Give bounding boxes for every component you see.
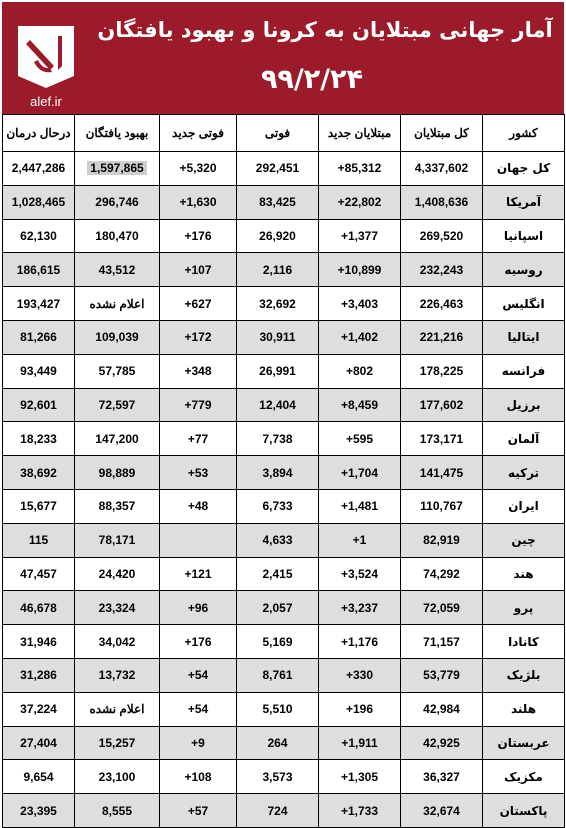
table-cell: 57,785 bbox=[75, 354, 160, 388]
table-cell: 115 bbox=[3, 523, 75, 557]
country-cell: آمریکا bbox=[483, 185, 565, 219]
table-cell: +1,176 bbox=[319, 625, 401, 659]
table-cell: 74,292 bbox=[401, 557, 483, 591]
table-cell: +176 bbox=[160, 219, 237, 253]
table-cell: +1,911 bbox=[319, 726, 401, 760]
table-cell: +3,524 bbox=[319, 557, 401, 591]
table-cell: 71,157 bbox=[401, 625, 483, 659]
table-cell: 93,449 bbox=[3, 354, 75, 388]
country-cell: مکزیک bbox=[483, 760, 565, 794]
table-row bbox=[3, 253, 565, 287]
table-row bbox=[3, 185, 565, 219]
table-cell: +802 bbox=[319, 354, 401, 388]
table-row bbox=[3, 422, 565, 456]
logo-site-text: alef.ir bbox=[30, 94, 62, 109]
table-cell: 27,404 bbox=[3, 726, 75, 760]
page-title: آمار جهانی مبتلایان به کرونا و بهبود یافتگان bbox=[97, 18, 553, 42]
table-row bbox=[3, 152, 565, 186]
table-header-row bbox=[3, 115, 565, 152]
table-row bbox=[3, 591, 565, 625]
table-cell: 26,920 bbox=[237, 219, 319, 253]
country-cell: کانادا bbox=[483, 625, 565, 659]
table-cell: 12,404 bbox=[237, 388, 319, 422]
table-cell: 46,678 bbox=[3, 591, 75, 625]
country-cell: فرانسه bbox=[483, 354, 565, 388]
table-cell: 3,573 bbox=[237, 760, 319, 794]
country-cell: عربستان bbox=[483, 726, 565, 760]
table-cell: 180,470 bbox=[75, 219, 160, 253]
column-header: مبتلایان جدید bbox=[319, 115, 401, 152]
table-cell: 7,738 bbox=[237, 422, 319, 456]
table-cell: +5,320 bbox=[160, 152, 237, 186]
table-cell bbox=[160, 523, 237, 557]
table-cell: 4,337,602 bbox=[401, 152, 483, 186]
table-cell: +57 bbox=[160, 794, 237, 828]
table-cell: 2,057 bbox=[237, 591, 319, 625]
table-cell: 193,427 bbox=[3, 287, 75, 321]
country-cell: آلمان bbox=[483, 422, 565, 456]
table-cell: اعلام نشده bbox=[75, 287, 160, 321]
table-cell: +595 bbox=[319, 422, 401, 456]
country-cell: ترکیه bbox=[483, 456, 565, 490]
table-cell: +1,733 bbox=[319, 794, 401, 828]
country-cell: برزیل bbox=[483, 388, 565, 422]
table-row bbox=[3, 388, 565, 422]
table-cell: 23,395 bbox=[3, 794, 75, 828]
table-cell: 186,615 bbox=[3, 253, 75, 287]
table-cell: 88,357 bbox=[75, 489, 160, 523]
table-row bbox=[3, 760, 565, 794]
table-cell: 15,677 bbox=[3, 489, 75, 523]
country-cell: بلژیک bbox=[483, 658, 565, 692]
table-cell: 177,602 bbox=[401, 388, 483, 422]
table-cell: 81,266 bbox=[3, 320, 75, 354]
country-cell: انگلیس bbox=[483, 287, 565, 321]
table-cell bbox=[75, 152, 160, 186]
table-row bbox=[3, 794, 565, 828]
table-cell: 47,457 bbox=[3, 557, 75, 591]
table-cell: +1 bbox=[319, 523, 401, 557]
table-cell: 72,597 bbox=[75, 388, 160, 422]
country-cell: هلند bbox=[483, 692, 565, 726]
alef-logo-icon bbox=[10, 22, 82, 92]
table-cell: 232,243 bbox=[401, 253, 483, 287]
table-cell: +8,459 bbox=[319, 388, 401, 422]
table-cell: 292,451 bbox=[237, 152, 319, 186]
table-cell: 34,042 bbox=[75, 625, 160, 659]
table-cell: 8,761 bbox=[237, 658, 319, 692]
table-cell: 296,746 bbox=[75, 185, 160, 219]
country-cell: پرو bbox=[483, 591, 565, 625]
table-cell: +121 bbox=[160, 557, 237, 591]
table-cell: +85,312 bbox=[319, 152, 401, 186]
table-row bbox=[3, 320, 565, 354]
column-header: فوتی جدید bbox=[160, 115, 237, 152]
table-cell: 724 bbox=[237, 794, 319, 828]
table-cell: 147,200 bbox=[75, 422, 160, 456]
table-cell: 23,324 bbox=[75, 591, 160, 625]
country-cell: هند bbox=[483, 557, 565, 591]
table-cell: 32,692 bbox=[237, 287, 319, 321]
table-cell: +96 bbox=[160, 591, 237, 625]
table-cell: 83,425 bbox=[237, 185, 319, 219]
country-cell: ایران bbox=[483, 489, 565, 523]
table-row bbox=[3, 219, 565, 253]
table-cell: 13,732 bbox=[75, 658, 160, 692]
table-cell: +1,704 bbox=[319, 456, 401, 490]
table-row bbox=[3, 354, 565, 388]
table-cell: 36,327 bbox=[401, 760, 483, 794]
table-cell: +54 bbox=[160, 692, 237, 726]
table-cell: +54 bbox=[160, 658, 237, 692]
table-row bbox=[3, 287, 565, 321]
table-cell: +176 bbox=[160, 625, 237, 659]
table-cell: +779 bbox=[160, 388, 237, 422]
table-cell: 5,510 bbox=[237, 692, 319, 726]
table-row bbox=[3, 658, 565, 692]
table-cell: اعلام نشده bbox=[75, 692, 160, 726]
table-cell: 6,733 bbox=[237, 489, 319, 523]
table-cell: 43,512 bbox=[75, 253, 160, 287]
table-cell: 110,767 bbox=[401, 489, 483, 523]
table-cell: +22,802 bbox=[319, 185, 401, 219]
table-cell: 2,415 bbox=[237, 557, 319, 591]
table-cell: 98,889 bbox=[75, 456, 160, 490]
corona-stats-table bbox=[2, 114, 565, 828]
table-cell: +10,899 bbox=[319, 253, 401, 287]
table-cell: +3,237 bbox=[319, 591, 401, 625]
column-header: کل مبتلایان bbox=[401, 115, 483, 152]
table-cell: 1,028,465 bbox=[3, 185, 75, 219]
table-cell: 31,946 bbox=[3, 625, 75, 659]
table-cell: 53,779 bbox=[401, 658, 483, 692]
table-row bbox=[3, 625, 565, 659]
table-cell: +53 bbox=[160, 456, 237, 490]
table-row bbox=[3, 456, 565, 490]
table-cell: 72,059 bbox=[401, 591, 483, 625]
header-banner bbox=[2, 2, 564, 114]
table-cell: 173,171 bbox=[401, 422, 483, 456]
country-cell: پاکستان bbox=[483, 794, 565, 828]
table-cell: +108 bbox=[160, 760, 237, 794]
report-date: ۹۹/۲/۲۴ bbox=[260, 64, 364, 95]
table-cell: 24,420 bbox=[75, 557, 160, 591]
table-row bbox=[3, 692, 565, 726]
table-cell: 2,447,286 bbox=[3, 152, 75, 186]
table-cell: +172 bbox=[160, 320, 237, 354]
table-cell: +330 bbox=[319, 658, 401, 692]
table-cell: 5,169 bbox=[237, 625, 319, 659]
table-cell: 18,233 bbox=[3, 422, 75, 456]
table-cell: 178,225 bbox=[401, 354, 483, 388]
table-cell: +1,402 bbox=[319, 320, 401, 354]
table-cell: 4,633 bbox=[237, 523, 319, 557]
table-cell: +1,305 bbox=[319, 760, 401, 794]
table-row bbox=[3, 489, 565, 523]
table-body bbox=[3, 152, 565, 828]
table-row bbox=[3, 523, 565, 557]
table-row bbox=[3, 557, 565, 591]
table-cell: +196 bbox=[319, 692, 401, 726]
column-header: درحال درمان bbox=[3, 115, 75, 152]
table-cell: 92,601 bbox=[3, 388, 75, 422]
highlighted-value: 1,597,865 bbox=[87, 161, 146, 175]
table-cell: +1,630 bbox=[160, 185, 237, 219]
table-row bbox=[3, 726, 565, 760]
table-cell: 78,171 bbox=[75, 523, 160, 557]
table-cell: 221,216 bbox=[401, 320, 483, 354]
table-cell: 226,463 bbox=[401, 287, 483, 321]
table-cell: 269,520 bbox=[401, 219, 483, 253]
table-cell: 15,257 bbox=[75, 726, 160, 760]
table-cell: 2,116 bbox=[237, 253, 319, 287]
table-cell: +627 bbox=[160, 287, 237, 321]
table-cell: 32,674 bbox=[401, 794, 483, 828]
table-cell: +1,481 bbox=[319, 489, 401, 523]
table-cell: 3,894 bbox=[237, 456, 319, 490]
column-header: بهبود یافتگان bbox=[75, 115, 160, 152]
table-cell: +1,377 bbox=[319, 219, 401, 253]
country-cell: چین bbox=[483, 523, 565, 557]
table-cell: 42,984 bbox=[401, 692, 483, 726]
table-cell: 82,919 bbox=[401, 523, 483, 557]
table-cell: 9,654 bbox=[3, 760, 75, 794]
table-cell: +77 bbox=[160, 422, 237, 456]
table-cell: 42,925 bbox=[401, 726, 483, 760]
table-cell: +348 bbox=[160, 354, 237, 388]
country-cell: روسیه bbox=[483, 253, 565, 287]
table-cell: 62,130 bbox=[3, 219, 75, 253]
table-cell: 109,039 bbox=[75, 320, 160, 354]
table-cell: +48 bbox=[160, 489, 237, 523]
table-cell: 26,991 bbox=[237, 354, 319, 388]
column-header: فوتی bbox=[237, 115, 319, 152]
table-cell: +3,403 bbox=[319, 287, 401, 321]
table-cell: 30,911 bbox=[237, 320, 319, 354]
table-cell: 37,224 bbox=[3, 692, 75, 726]
column-header: کشور bbox=[483, 115, 565, 152]
table-cell: 23,100 bbox=[75, 760, 160, 794]
table-cell: 1,408,636 bbox=[401, 185, 483, 219]
country-cell: اسپانیا bbox=[483, 219, 565, 253]
country-cell: کل جهان bbox=[483, 152, 565, 186]
table-cell: 38,692 bbox=[3, 456, 75, 490]
table-cell: 141,475 bbox=[401, 456, 483, 490]
table-cell: +9 bbox=[160, 726, 237, 760]
table-cell: 264 bbox=[237, 726, 319, 760]
table-cell: +107 bbox=[160, 253, 237, 287]
table-cell: 8,555 bbox=[75, 794, 160, 828]
country-cell: ایتالیا bbox=[483, 320, 565, 354]
table-cell: 31,286 bbox=[3, 658, 75, 692]
